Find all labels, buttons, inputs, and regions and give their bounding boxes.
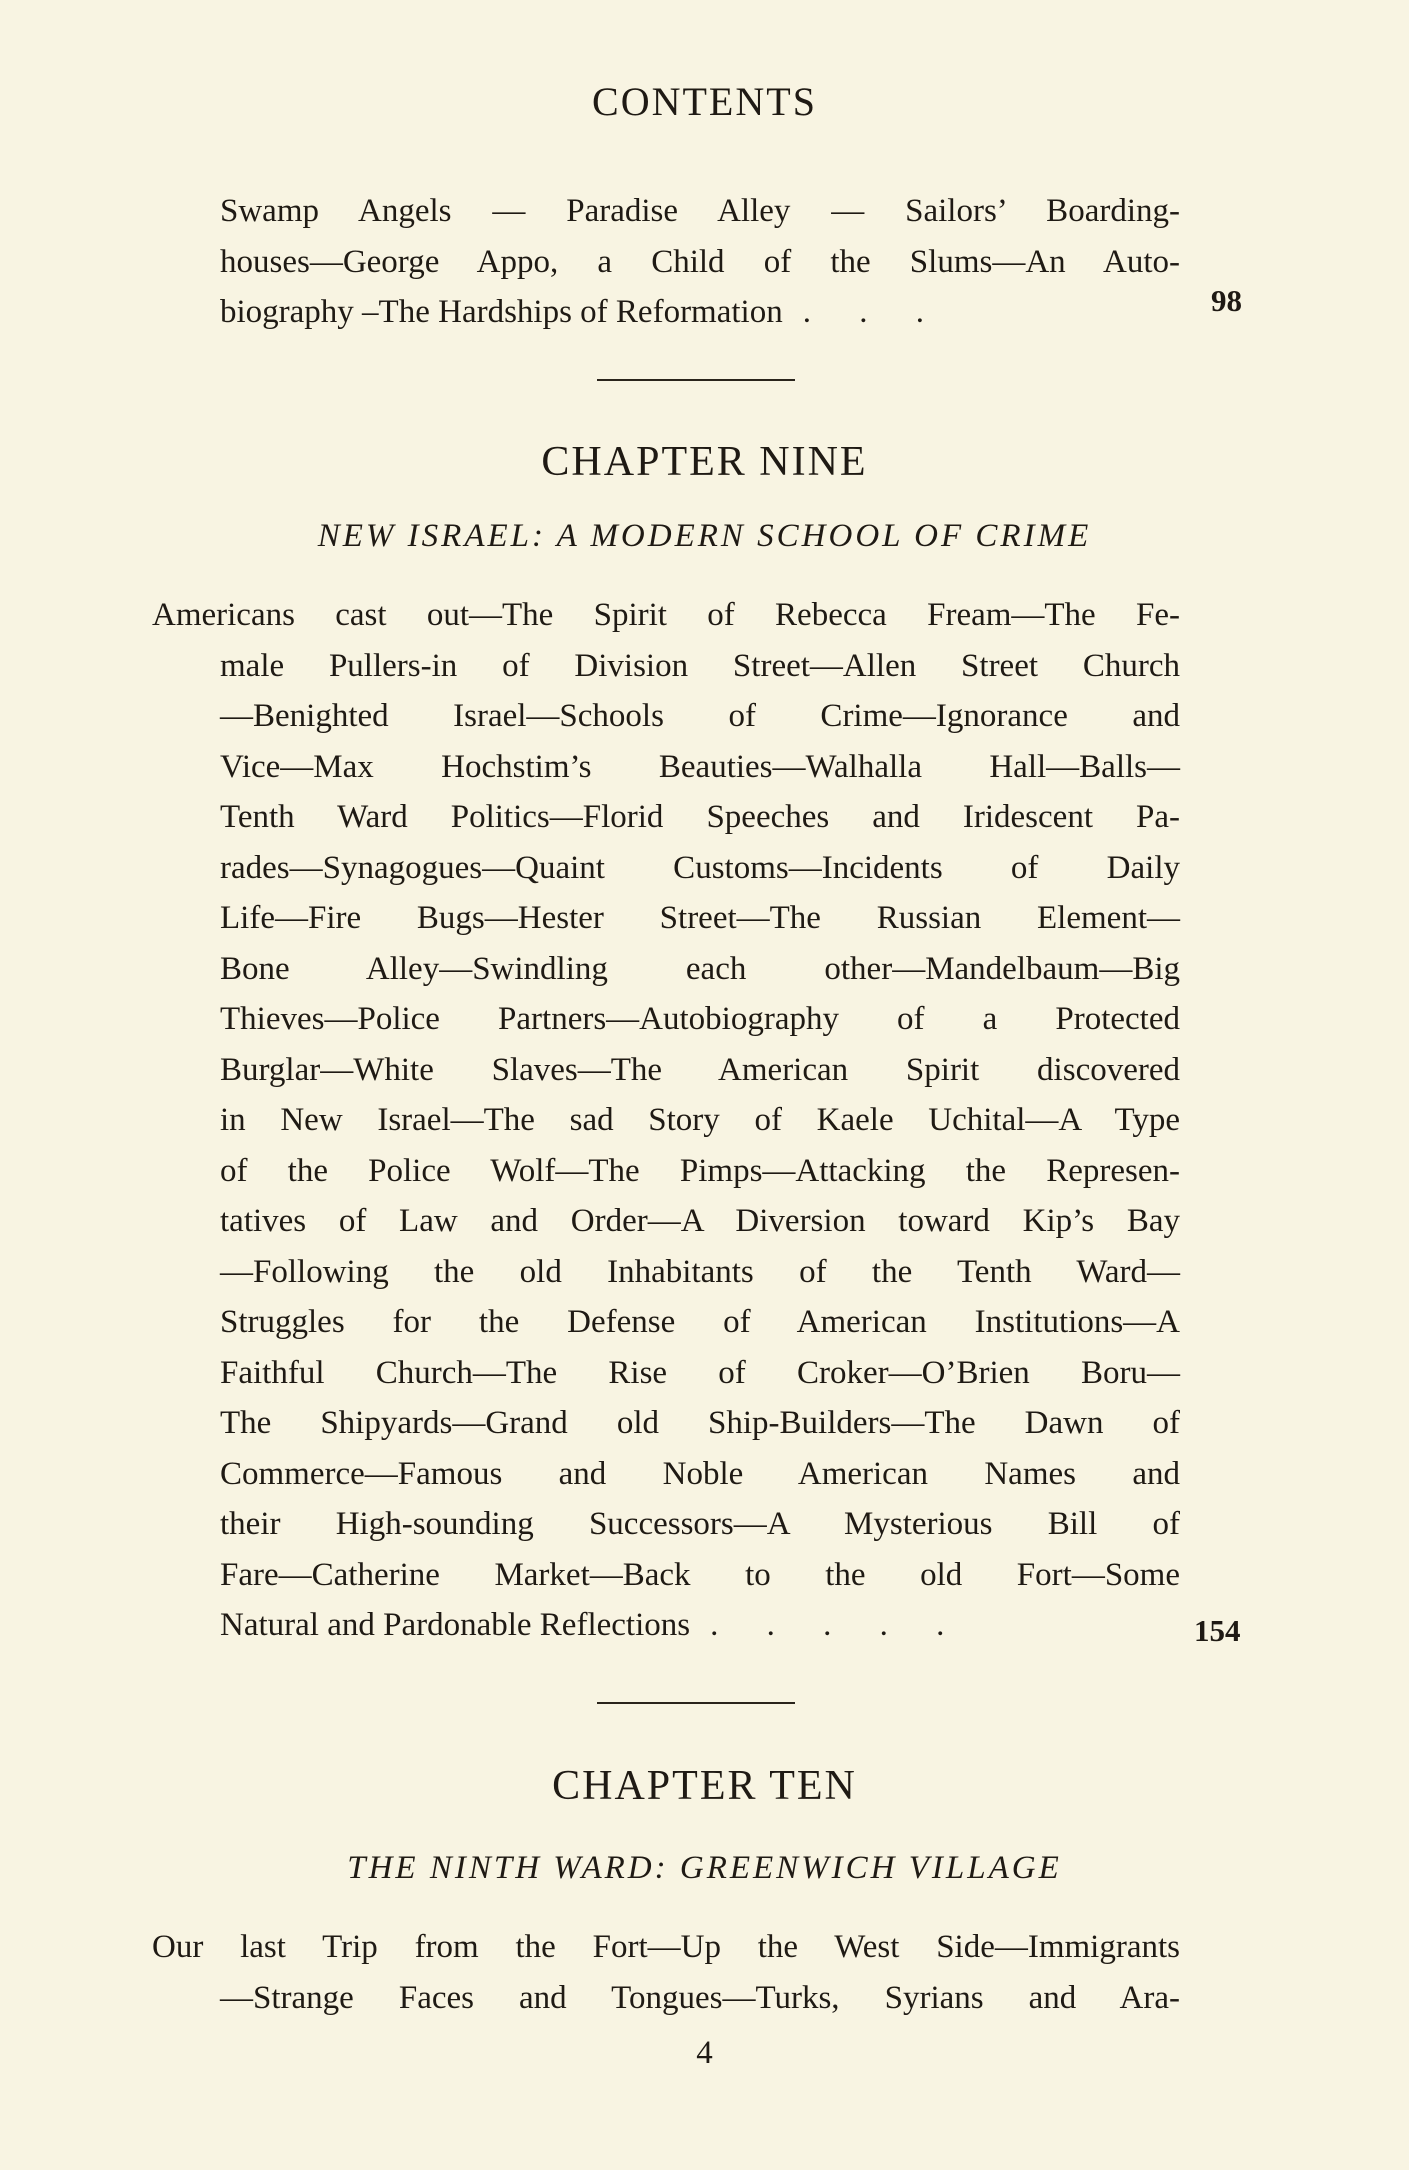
chapter-summary <box>152 1922 1180 2023</box>
chapter-title: THE NINTH WARD: GREENWICH VILLAGE <box>347 1850 1062 1886</box>
section-divider <box>597 1702 795 1704</box>
page-number: 154 <box>1194 1613 1241 1648</box>
summary-line: Fare—Catherine Market—Back to the old Fort—Some <box>220 1556 1180 1593</box>
chapter-title: NEW ISRAEL: A MODERN SCHOOL OF CRIME <box>317 518 1092 554</box>
page-folio: 4 <box>696 2035 713 2071</box>
summary-line-with-leader <box>152 1600 1180 1651</box>
summary-line: Commerce—Famous and Noble American Names and <box>220 1455 1180 1492</box>
dot-leader: . . . <box>802 294 944 330</box>
summary-line: Struggles for the Defense of American Institutions—A <box>220 1304 1180 1340</box>
summary-line: Burglar—White Slaves—The American Spirit discovered <box>220 1051 1180 1088</box>
chapter-summary <box>152 590 1180 1651</box>
summary-line: their High-sounding Successors—A Mysterious Bill of <box>220 1506 1180 1542</box>
summary-line: in New Israel—The sad Story of Kaele Uchital—A Type <box>220 1102 1180 1138</box>
summary-line: Tenth Ward Politics—Florid Speeches and Iridescent Pa- <box>220 799 1180 835</box>
dot-leader: . . . . . <box>710 1607 965 1643</box>
summary-line: Americans cast out—The Spirit of Rebecca Fream—The Fe- <box>152 597 1180 633</box>
summary-line-text: Natural and Pardonable Reflections <box>220 1607 691 1643</box>
page-number: 98 <box>1211 283 1242 318</box>
summary-line-text: biography –The Hardships of Reformation <box>220 294 783 330</box>
summary-line: Our last Trip from the Fort—Up the West Side—Immigrants <box>152 1929 1180 1965</box>
summary-line: —Benighted Israel—Schools of Crime—Ignorance and <box>220 698 1180 734</box>
chapter-heading: CHAPTER NINE <box>541 439 868 485</box>
continued-section-summary <box>220 186 1180 338</box>
summary-line: tatives of Law and Order—A Diversion toward Kip’s Bay <box>220 1203 1180 1239</box>
summary-line: of the Police Wolf—The Pimps—Attacking the Represen- <box>220 1152 1180 1189</box>
summary-line: Vice—Max Hochstim’s Beauties—Walhalla Hall—Balls— <box>220 748 1180 785</box>
summary-line-with-leader <box>220 287 1180 338</box>
summary-line: Life—Fire Bugs—Hester Street—The Russian Element— <box>220 900 1180 936</box>
section-divider <box>597 379 795 381</box>
summary-line: —Following the old Inhabitants of the Tenth Ward— <box>220 1253 1180 1290</box>
summary-line: The Shipyards—Grand old Ship-Builders—The Dawn of <box>220 1405 1180 1441</box>
summary-line: rades—Synagogues—Quaint Customs—Incidents of Daily <box>220 849 1180 886</box>
summary-line: Bone Alley—Swindling each other—Mandelbaum—Big <box>220 950 1180 987</box>
summary-line: Thieves—Police Partners—Autobiography of a Protected <box>220 1001 1180 1037</box>
summary-line: male Pullers-in of Division Street—Allen Street Church <box>220 647 1180 684</box>
running-head: CONTENTS <box>592 79 817 124</box>
summary-line: houses—George Appo, a Child of the Slums—An Auto- <box>220 243 1180 280</box>
summary-line: Faithful Church—The Rise of Croker—O’Brien Boru— <box>220 1354 1180 1391</box>
chapter-heading: CHAPTER TEN <box>552 1763 857 1809</box>
summary-line: —Strange Faces and Tongues—Turks, Syrians and Ara- <box>220 1979 1180 2016</box>
summary-line: Swamp Angels — Paradise Alley — Sailors’ Boarding- <box>220 193 1180 229</box>
